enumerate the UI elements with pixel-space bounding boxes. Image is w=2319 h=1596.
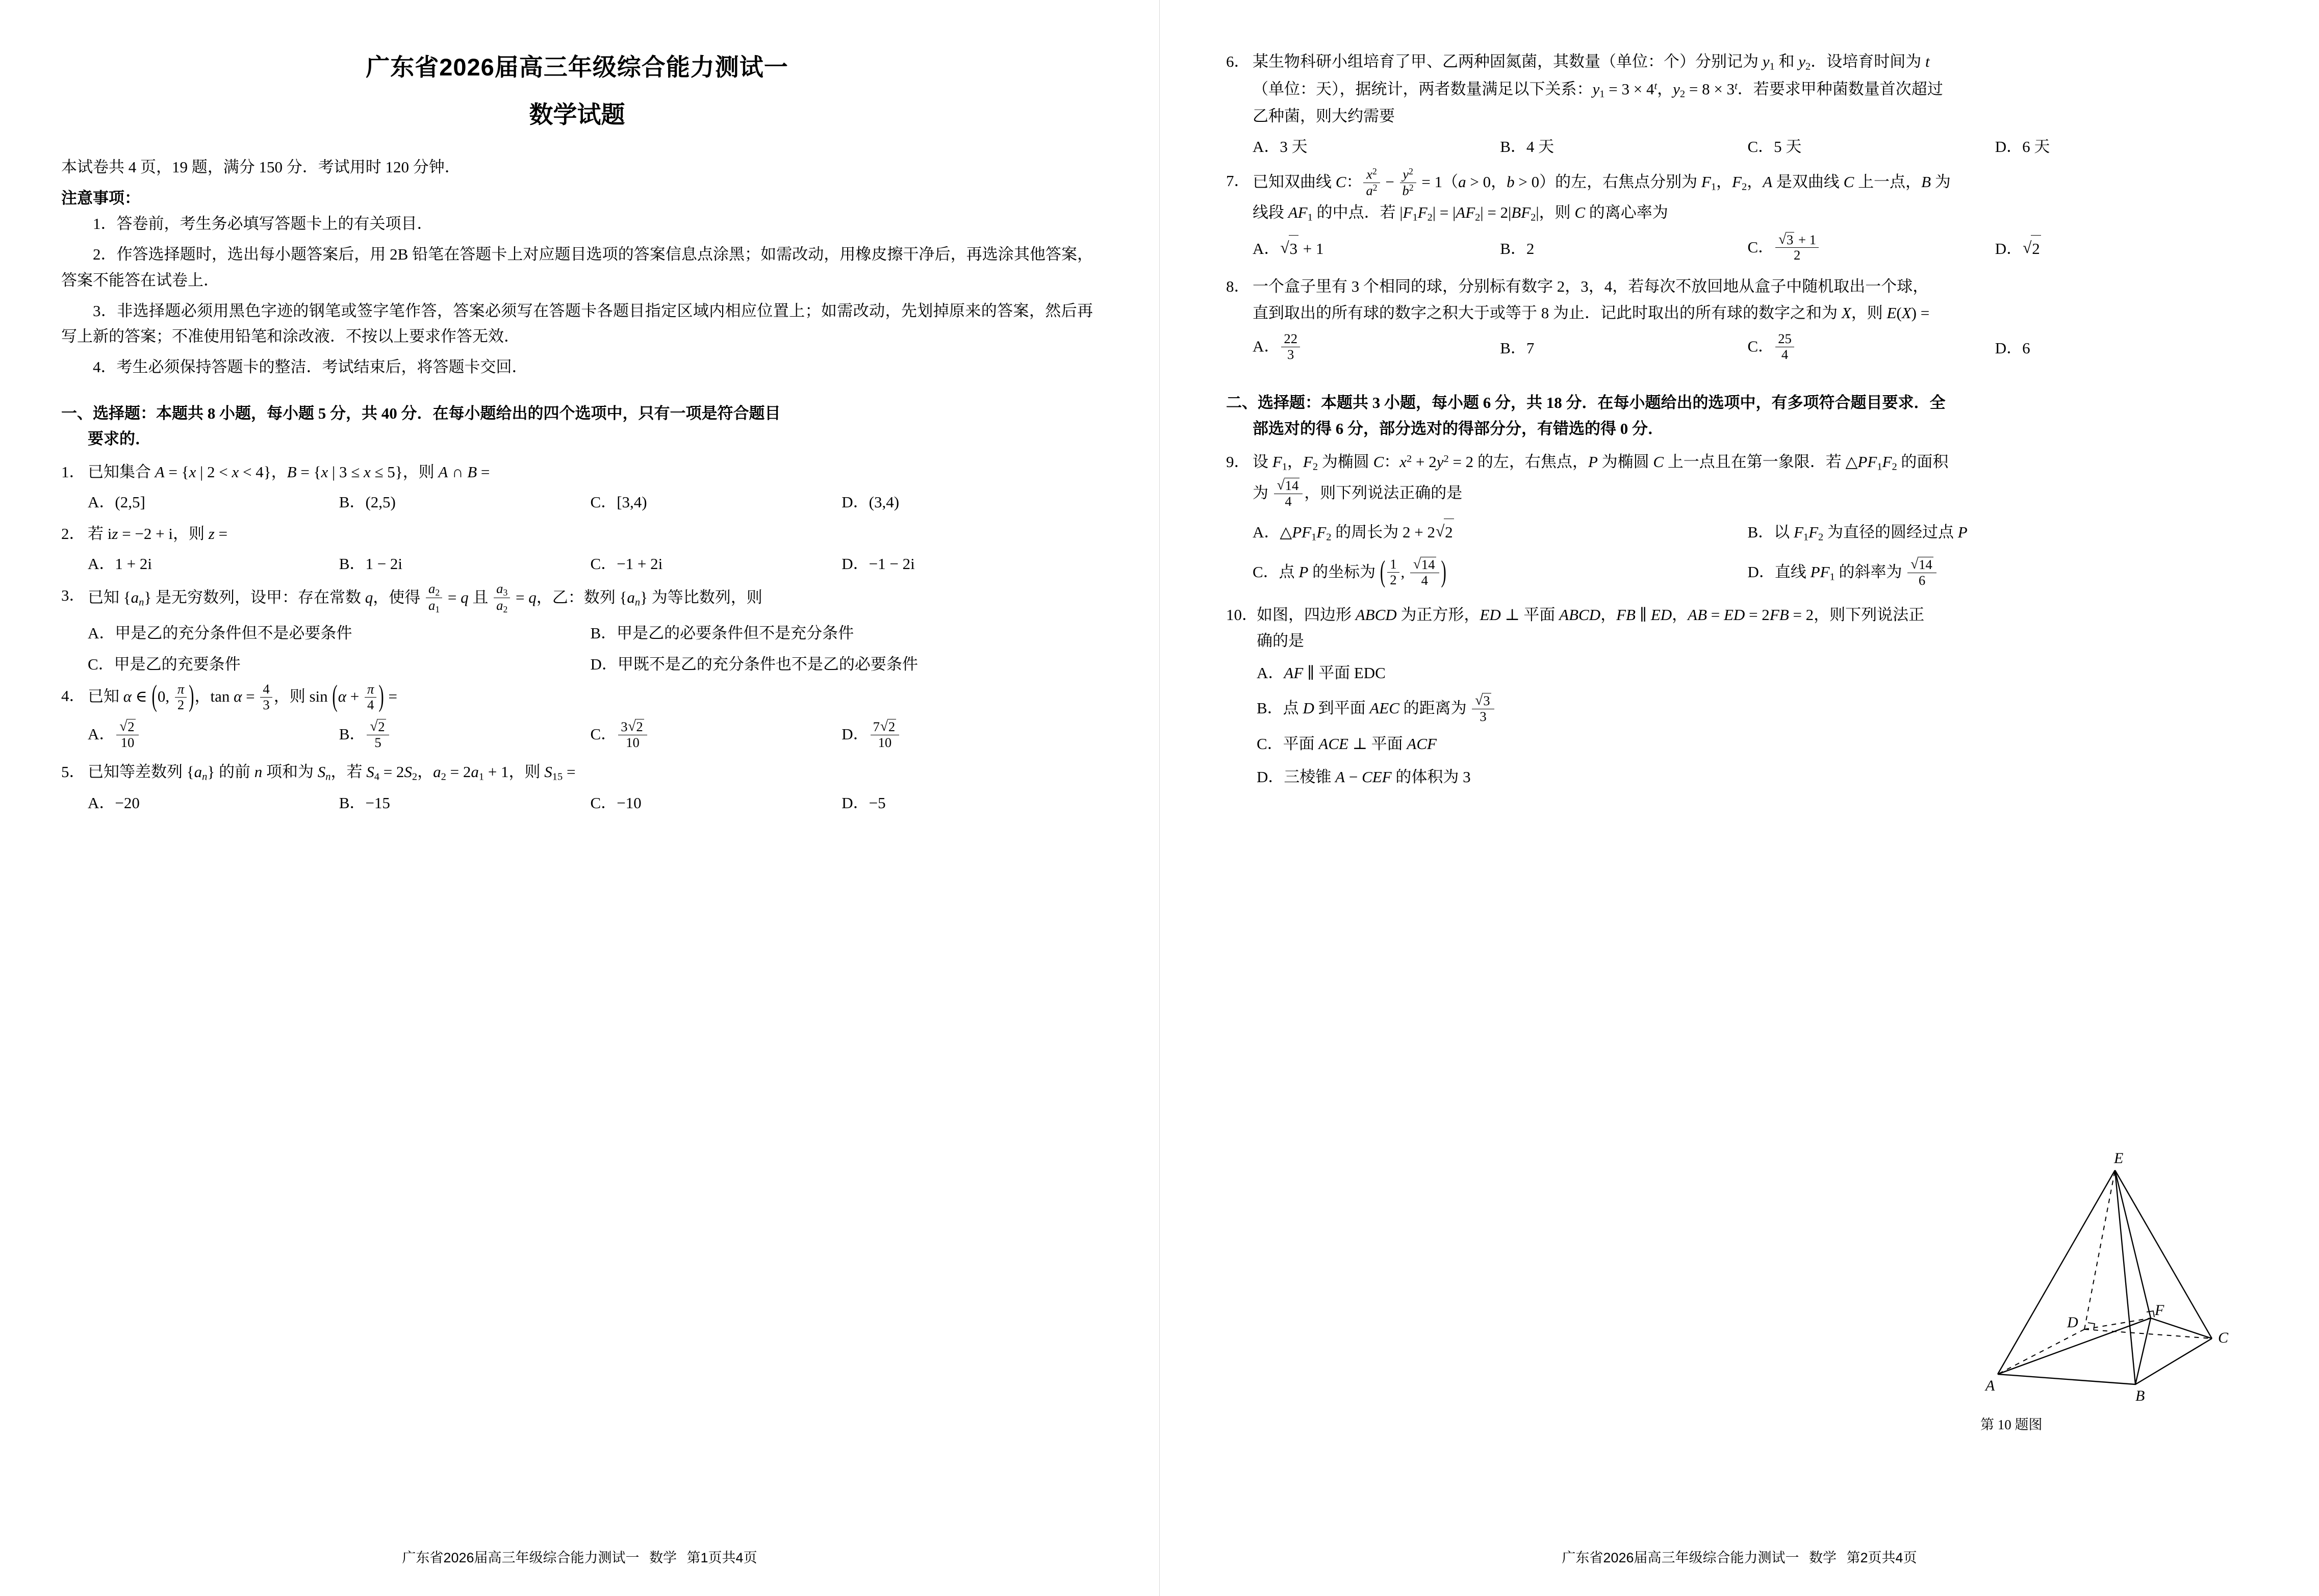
footer-right [1160,1547,2319,1566]
footer-left-school: 广东省2026届高三年级综合能力测试一 [402,1550,640,1565]
question-6-line3: 乙种菌，则大约需要 [1253,107,1395,125]
question-7-line2: 线段 $AF_1$ 的中点．若 $|F_1F_2| = |AF_2| = 2|BF_2|$，则 C 的离心率为 [1253,203,1668,223]
figure-label-A: A [1985,1377,1995,1394]
question-7-number: 7． [1226,172,1250,190]
question-2-text: 若 iz = −2 + i，则 z = [88,524,228,543]
q1-option-a[interactable]: A．(2,5] [88,493,145,511]
section-2-heading [1226,390,2242,441]
question-8-line2: 直到取出的所有球的数字之积大于或等于 8 为止．记此时取出的所有球的数字之和为 X，则 E(X) = [1253,303,1930,322]
question-8-options [1226,330,2242,366]
question-4-options [61,718,1093,754]
q6-option-c[interactable]: C．5 天 [1747,137,1802,156]
page-right [1160,0,2319,1596]
q6-option-d[interactable]: D．6 天 [1995,137,2050,156]
question-2-number: 2． [61,524,85,543]
question-3-options-row2 [61,651,1093,677]
question-10-options [1226,658,1887,792]
question-4 [61,679,1093,714]
question-2 [61,521,1093,547]
question-1 [61,459,1093,485]
q7-option-c[interactable]: C． √ $\frac{3 + 1}{2}$ [1748,233,1995,265]
footer-left-page: 第1页共4页 [686,1550,757,1565]
q7-option-d[interactable]: D． √ 2 [1995,235,2242,262]
q5-option-c[interactable]: C．−10 [590,794,642,812]
question-6-number: 6． [1226,53,1250,70]
notice-item-4: 4．考生必须保持答题卡的整洁．考试结束后，将答题卡交回． [93,358,528,376]
q1-option-b[interactable]: B．(2,5) [339,493,396,511]
question-1-options [61,489,1093,515]
solid-geometry-diagram [1967,1150,2242,1410]
question-7 [1226,168,2242,226]
q3-option-a[interactable]: A．甲是乙的充分条件但不是必要条件 [88,624,352,642]
q10-option-d[interactable]: D．三棱锥 A − CEF 的体积为 3 [1257,767,1471,786]
question-9-line1: 设 $F_1$，$F_2$ 为椭圆 C：$x^2 + 2y^2 = 2$ 的左，右焦点，P 为椭圆 C 上一点且在第一象限．若 $\triangle PF_1F_2$ 的面积 [1253,452,1949,473]
q5-option-d[interactable]: D．−5 [842,794,886,812]
question-10-figure [1962,1150,2248,1433]
question-9-options-row2 [1226,556,2242,591]
footer-right-school: 广东省2026届高三年级综合能力测试一 [1562,1550,1799,1565]
question-1-text: 已知集合 A = {x | 2 < x < 4}，B = {x | 3 ≤ x ≤ 5}，则 A ∩ B = [88,462,490,481]
section-2-heading-line2: 部选对的得 6 分，部分选对的得部分分，有错选的得 0 分． [1253,419,1664,437]
q8-option-a[interactable]: A． $\frac{22}{3}$ [1253,332,1500,364]
question-3-number: 3． [61,586,85,604]
question-6-options [1226,134,2242,160]
question-3 [61,582,1093,616]
footer-left-subject: 数学 [649,1550,677,1565]
question-10-line1: 如图，四边形 ABCD 为正方形，ED ⊥ 平面 ABCD，FB ∥ ED，AB = ED = 2FB = 2，则下列说法正 [1257,605,1925,624]
notice-item-1: 1．答卷前，考生务必填写答题卡上的有关项目． [93,215,433,233]
figure-label-F: F [2155,1302,2164,1319]
intro-text: 本试卷共 4 页，19 题，满分 150 分．考试用时 120 分钟． [61,158,461,176]
q2-option-b[interactable]: B．1 − 2i [339,555,403,573]
q10-option-c[interactable]: C．平面 ACE ⊥ 平面 ACF [1257,734,1437,753]
footer-left [0,1547,1159,1566]
question-2-options [61,551,1093,577]
q5-option-a[interactable]: A．−20 [88,794,140,812]
q6-option-a[interactable]: A．3 天 [1253,137,1308,156]
section-1-heading-line2: 要求的． [88,429,151,448]
q4-option-a[interactable]: A． √ $\frac{2}{10}$ [88,720,339,752]
question-5 [61,759,1093,786]
question-10-number: 10． [1226,605,1258,624]
section-1-heading [61,401,1093,452]
question-5-options [61,790,1093,816]
question-1-number: 1． [61,462,85,481]
question-5-number: 5． [61,762,85,781]
q3-option-b[interactable]: B．甲是乙的必要条件但不是充分条件 [590,624,854,642]
q1-option-c[interactable]: C．[3,4) [590,493,647,511]
page-left [0,0,1159,1596]
question-9-options-row1 [1226,515,2242,551]
page-subtitle: 数学试题 [529,101,625,128]
question-5-text: 已知等差数列 $\{a_n\}$ 的前 n 项和为 $S_n$，若 $S_4 = 2S_2$，$a_2 = 2a_1 + 1$，则 $S_{15}$ = [88,762,576,783]
q7-option-b[interactable]: B．2 [1500,239,1535,258]
question-8 [1226,273,2242,326]
figure-label-B: B [2135,1387,2145,1404]
question-8-line1: 一个盒子里有 3 个相同的球，分别标有数字 2，3，4，若每次不放回地从盒子中随机取出一个球， [1253,277,1929,296]
q4-option-d[interactable]: D． $\frac{7 √ 2}{10}$ [842,720,1093,752]
q3-option-d[interactable]: D．甲既不是乙的充分条件也不是乙的必要条件 [590,655,918,674]
q4-option-c[interactable]: C． $\frac{3 √ 2}{10}$ [591,720,842,752]
q9-option-a[interactable]: A．$\triangle PF_1F_2$ 的周长为 2 + 2 √ 2 [1253,519,1748,547]
footer-right-subject: 数学 [1809,1550,1837,1565]
section-2-heading-line1: 二、选择题：本题共 3 小题，每小题 6 分，共 18 分．在每小题给出的选项中，有多项符合题目要求．全 [1226,394,1946,412]
question-4-number: 4． [61,686,85,705]
question-7-line1: 已知双曲线 C： $\frac{x^2}{a^2}$ − $\frac{y^2}{b^2}$ = 1（a > 0，b > 0）的左，右焦点分别为 $F_1$，$F_2$，A 是双曲线 C 上一点，B 为 [1253,166,1951,198]
q3-option-c[interactable]: C．甲是乙的充要条件 [88,655,241,674]
question-6 [1226,48,2242,130]
section-1-heading-line1: 一、选择题：本题共 8 小题，每小题 5 分，共 40 分．在每小题给出的四个选项中，只有一项是符合题目 [61,404,781,422]
q1-option-d[interactable]: D．(3,4) [842,493,900,511]
figure-label-D: D [2067,1314,2078,1331]
question-10-line2: 确的是 [1257,632,1304,650]
q4-option-b[interactable]: B． √ $\frac{2}{5}$ [339,720,591,752]
notice-item-2: 2．作答选择题时，选出每小题答案后，用 2B 铅笔在答题卡上对应题目选项的答案信息点涂黑；如需改动，用橡皮擦干净后，再选涂其他答案，答案不能答在试卷上． [61,245,1093,289]
notice-item-3: 3．非选择题必须用黑色字迹的钢笔或签字笔作答，答案必须写在答题卡各题目指定区域内相应位置上；如需改动，先划掉原来的答案，然后再写上新的答案；不准使用铅笔和涂改液．不按以上要求作答无效． [61,301,1093,346]
page-title: 广东省2026届高三年级综合能力测试一 [366,54,788,81]
question-7-options [1226,230,2242,266]
q10-option-a[interactable]: A．AF ∥ 平面 EDC [1257,663,1386,682]
question-3-text: 已知 $\{a_n\}$ 是无穷数列，设甲：存在常数 q，使得 $\frac{a_2}{a_1}$ = q 且 $\frac{a_3}{a_2}$ = q，乙：数列 $\{a_n\}$ 为等比数列，则 [88,580,762,615]
q2-option-d[interactable]: D．−1 − 2i [842,555,915,573]
question-6-line2: （单位：天），据统计，两者数量满足以下关系：$y_1 = 3 \times 4^t$，$y_2 = 8 \times 3^t$．若要求甲种菌数量首次超过 [1253,80,1943,100]
figure-label-E: E [2114,1150,2124,1167]
question-9-number: 9． [1226,452,1250,471]
q7-option-a[interactable]: A． √ 3 + 1 [1253,235,1500,262]
q5-option-b[interactable]: B．−15 [339,794,390,812]
question-8-number: 8． [1226,277,1250,296]
figure-label-C: C [2218,1329,2229,1346]
question-4-text: 已知 α ∈ (0, $\frac{\pi}{2}$ )，tan α = $\frac{4}{3}$ ，则 sin (α + $\frac{\pi}{4}$ ) = [88,679,397,713]
q10-option-b[interactable]: B．点 D 到平面 AEC 的距离为 √ $\frac{3}{3}$ [1257,691,1887,726]
question-3-options-row1 [61,620,1093,646]
question-9 [1226,449,2242,511]
q9-option-d[interactable]: D．直线 $PF_1$ 的斜率为 √ $\frac{14}{6}$ [1748,558,2243,589]
q8-option-d[interactable]: D．6 [1995,339,2030,357]
question-10 [1226,602,2242,654]
q8-option-c[interactable]: C． $\frac{25}{4}$ [1748,332,1995,364]
q2-option-a[interactable]: A．1 + 2i [88,555,152,573]
q9-option-c[interactable]: C．点 P 的坐标为 ( $\frac{1}{2}$ , √ $\frac{14}{4}$ ) [1253,558,1748,589]
footer-right-page: 第2页共4页 [1846,1550,1917,1565]
notice-heading: 注意事项： [61,189,140,208]
q8-option-b[interactable]: B．7 [1500,339,1535,357]
q2-option-c[interactable]: C．−1 + 2i [590,555,663,573]
question-6-line1: 某生物科研小组培育了甲、乙两种固氮菌，其数量（单位：个）分别记为 $y_1$ 和 $y_2$．设培育时间为 t [1253,53,1930,72]
q6-option-b[interactable]: B．4 天 [1500,137,1555,156]
question-10-figure-caption: 第 10 题图 [1980,1417,2043,1432]
q9-option-b[interactable]: B．以 $F_1F_2$ 为直径的圆经过点 P [1747,523,1968,543]
question-9-line2: 为 √ $\frac{14}{4}$ ，则下列说法正确的是 [1253,476,2242,510]
